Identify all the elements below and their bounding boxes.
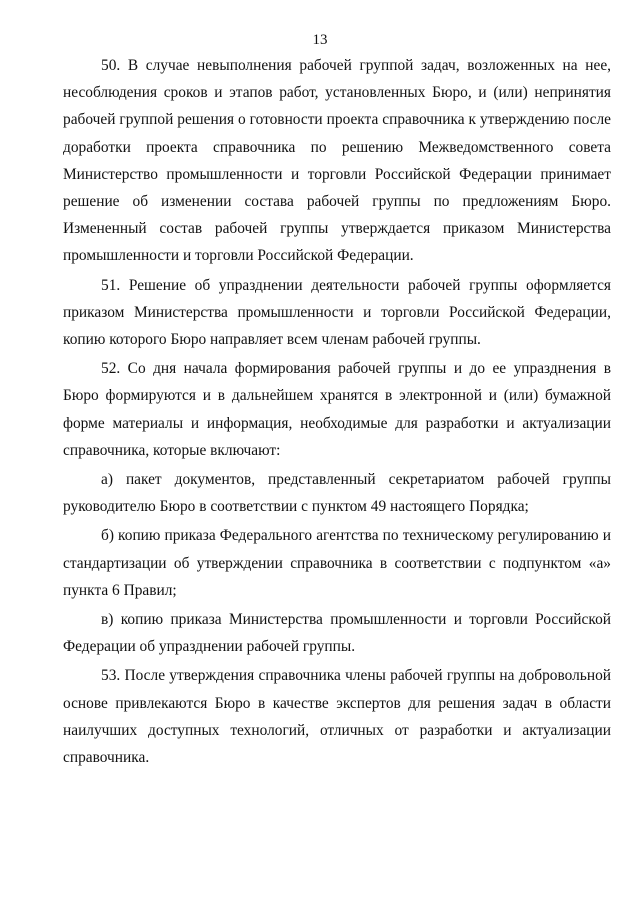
paragraph-52: 52. Со дня начала формирования рабочей группы и до ее упразднения в Бюро формируются и в дальнейшем хранятся в электронной и (или) бумажной форме материалы и информация, необходимые для разработки и актуализации справочника, которые включают: (63, 360, 611, 459)
paragraph-50: 50. В случае невыполнения рабочей группой задач, возложенных на нее, несоблюдения сроков и этапов работ, установленных Бюро, и (или) непринятия рабочей группой решения о готовности проекта справочника к утверждению после доработки проекта справочника по решению Межведомственного совета Министерство промышленности и торговли Российской Федерации принимает решение об изменении состава рабочей группы по предложениям Бюро. Измененный состав рабочей группы утверждается приказом Министерства промышленности и торговли Российской Федерации. (63, 57, 611, 265)
list-item-a: а) пакет документов, представленный секретариатом рабочей группы руководителю Бюро в соответствии с пунктом 49 настоящего Порядка; (63, 471, 611, 516)
list-item-c: в) копию приказа Министерства промышленности и торговли Российской Федерации об упразднении рабочей группы. (63, 611, 611, 656)
page-number: 13 (312, 32, 328, 48)
paragraph-53: 53. После утверждения справочника члены рабочей группы на добровольной основе привлекаются Бюро в качестве экспертов для решения задач в области наилучших доступных технологий, отличных от разработки и актуализации справочника. (63, 667, 611, 767)
paragraph-51: 51. Решение об упразднении деятельности рабочей группы оформляется приказом Министерства промышленности и торговли Российской Федерации, копию которого Бюро направляет всем членам рабочей группы. (63, 276, 611, 349)
list-item-b: б) копию приказа Федерального агентства по техническому регулированию и стандартизации об утверждении справочника в соответствии с подпунктом «а» пункта 6 Правил; (63, 527, 611, 599)
document-body (63, 52, 611, 771)
